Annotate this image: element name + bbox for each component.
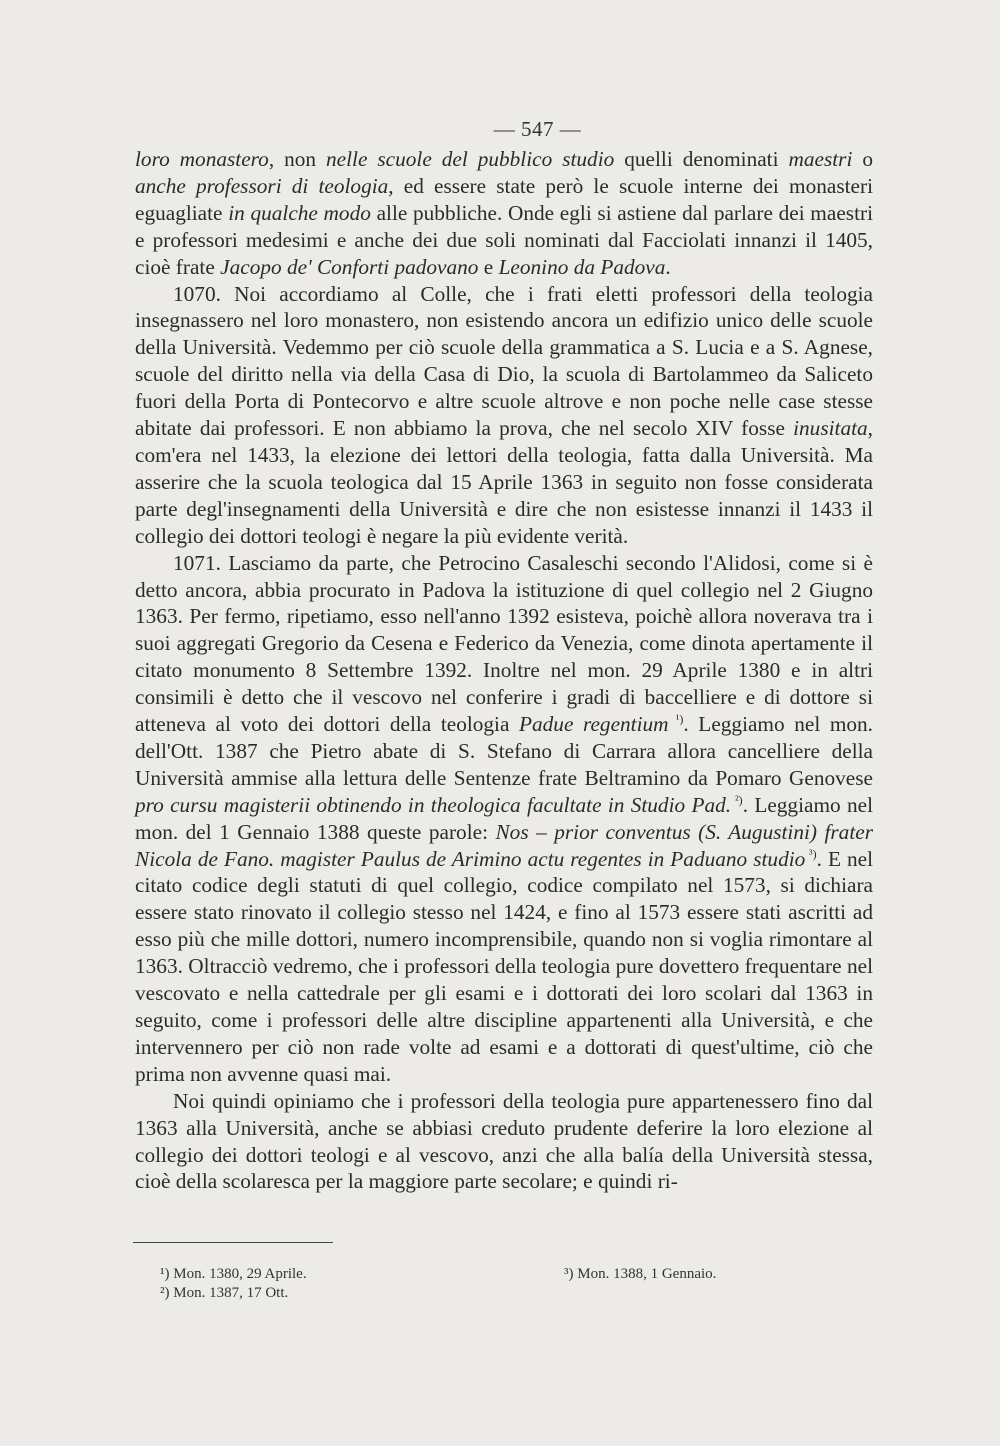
text-run: quelli denominati xyxy=(614,147,789,171)
footnote-3: ³) Mon. 1388, 1 Gennaio. xyxy=(564,1266,717,1282)
italic-run: nelle scuole del pubblico studio xyxy=(326,147,615,171)
paragraph-1071 xyxy=(135,550,873,1088)
italic-run: pro cursu magisterii obtinendo in theologica facultate in Studio Pad. xyxy=(135,792,732,817)
text-run: 1071. Lasciamo da parte, che Petrocino Casaleschi secondo l'Alidosi, come si è detto ancora, abbia procurato in Padova la istituzione di quel collegio nel 2 Giugno 1363. Per fermo, ripetiamo, esso nell'anno 1392 esisteva, poichè allora noverava tra i suoi aggregati Gregorio da Cesena e Federico da Venezia, come dinota apertamente il citato monumento 8 Settembre 1392. Inoltre nel mon. 29 Aprile 1380 e in altri consimili è detto che il vescovo nel conferire i gradi di baccelliere e di dottore si atteneva al voto dei dottori della teologia xyxy=(135,550,873,737)
text-run: . xyxy=(665,254,671,279)
body-text xyxy=(135,146,873,1195)
text-run: alle pubbliche. Onde egli si astiene dal parlare dei maestri e professori medesimi e anche dei due soli nominati dal Facciolati innanzi il 1405, cioè frate xyxy=(135,200,873,279)
italic-run: Leonino da Padova xyxy=(498,254,666,279)
text-run: o xyxy=(852,147,873,171)
italic-run: inusitata xyxy=(793,416,868,441)
italic-run: Nos – prior conventus (S. Augustini) frater Nicola de Fano. magister Paulus de Arimino actu regentes in Paduano studio xyxy=(135,819,873,871)
footnote-ref: ¹) xyxy=(668,711,684,726)
footnote-rule xyxy=(133,1242,333,1243)
text-run: Noi quindi opiniamo che i professori della teologia pure appartenessero fino dal 1363 alla Università, anche se abbiasi creduto prudente deferire la loro elezione al collegio dei dottori teologi e al vescovo, anzi che alla balía della Università stessa, cioè della scolaresca per la maggiore parte secolare; e quindi ri- xyxy=(135,1088,873,1194)
footnote-ref: ³) xyxy=(805,846,817,861)
footnote-ref: ²) xyxy=(731,792,743,807)
paragraph-continuation xyxy=(135,146,873,281)
text-run: 1070. Noi accordiamo al Colle, che i frati eletti professori della teologia insegnassero nel loro monastero, non esistendo ancora un edifizio unico delle scuole della Università. Vedemmo per ciò scuole della grammatica a S. Lucia e a S. Agnese, scuole del diritto nella via della Casa di Dio, la scuola di Bartolammeo da Saliceto fuori della Porta di Pontecorvo e altre scuole altrove e non poche nelle case stesse abitate dai professori. E non abbiamo la prova, che nel secolo XIV fosse xyxy=(135,281,873,441)
italic-run: loro monastero xyxy=(135,147,269,171)
text-run: . Leggiamo nel mon. dell'Ott. 1387 che Pietro abate di S. Stefano di Carrara allora cancelliere della Università ammise alla lettura delle Sentenze frate Beltramino da Pomaro Genovese xyxy=(135,712,874,790)
text-run: , non xyxy=(268,147,327,171)
italic-run: Padue regentium xyxy=(519,712,669,737)
italic-run: maestri xyxy=(788,147,853,171)
text-run: . E nel citato codice degli statuti di quel collegio, codice compilato nel 1573, si dichiara essere stato rinovato il collegio stesso nel 1424, e fino al 1573 essere stati ascritti ad esso più che mille dottori, numero incomprensibile, quando non si voglia rimontare al 1363. Oltracciò vedremo, che i professori della teologia pure dovettero frequentare nel vescovato e nella cattedrale per gli esami e i dottorati dei loro scolari dal 1363 in seguito, come i professori delle altre discipline appartenenti alla Università, e che intervennero per ciò non rade volte ad esami e a dottorati di quest'ultime, ciò che prima non avvenne quasi mai. xyxy=(135,846,874,1086)
italic-run: anche professori di teologia xyxy=(135,173,389,198)
text-run: , com'era nel 1433, la elezione dei lettori della teologia, fatta dalla Università. Ma asserire che la scuola teologica dal 15 Aprile 1363 in seguito non fosse considerata parte degl'insegnamenti della Università e dire che non esistesse innanzi il 1433 il collegio dei dottori teologi è negare la più evidente verità. xyxy=(135,416,873,548)
paragraph-1070 xyxy=(135,281,873,550)
footnote-2: ²) Mon. 1387, 17 Ott. xyxy=(160,1285,289,1301)
italic-run: in qualche modo xyxy=(228,200,371,225)
paragraph-conclusion xyxy=(135,1088,873,1196)
text-run: . Leggiamo nel mon. del 1 Gennaio 1388 queste parole: xyxy=(135,792,873,844)
page-number: — 547 — xyxy=(493,117,582,141)
text-run: e xyxy=(478,254,499,279)
footnote-1: ¹) Mon. 1380, 29 Aprile. xyxy=(160,1266,307,1282)
italic-run: Jacopo de' Conforti padovano xyxy=(220,254,479,279)
text-run: , ed essere state però le scuole interne dei monasteri eguagliate xyxy=(135,173,873,225)
